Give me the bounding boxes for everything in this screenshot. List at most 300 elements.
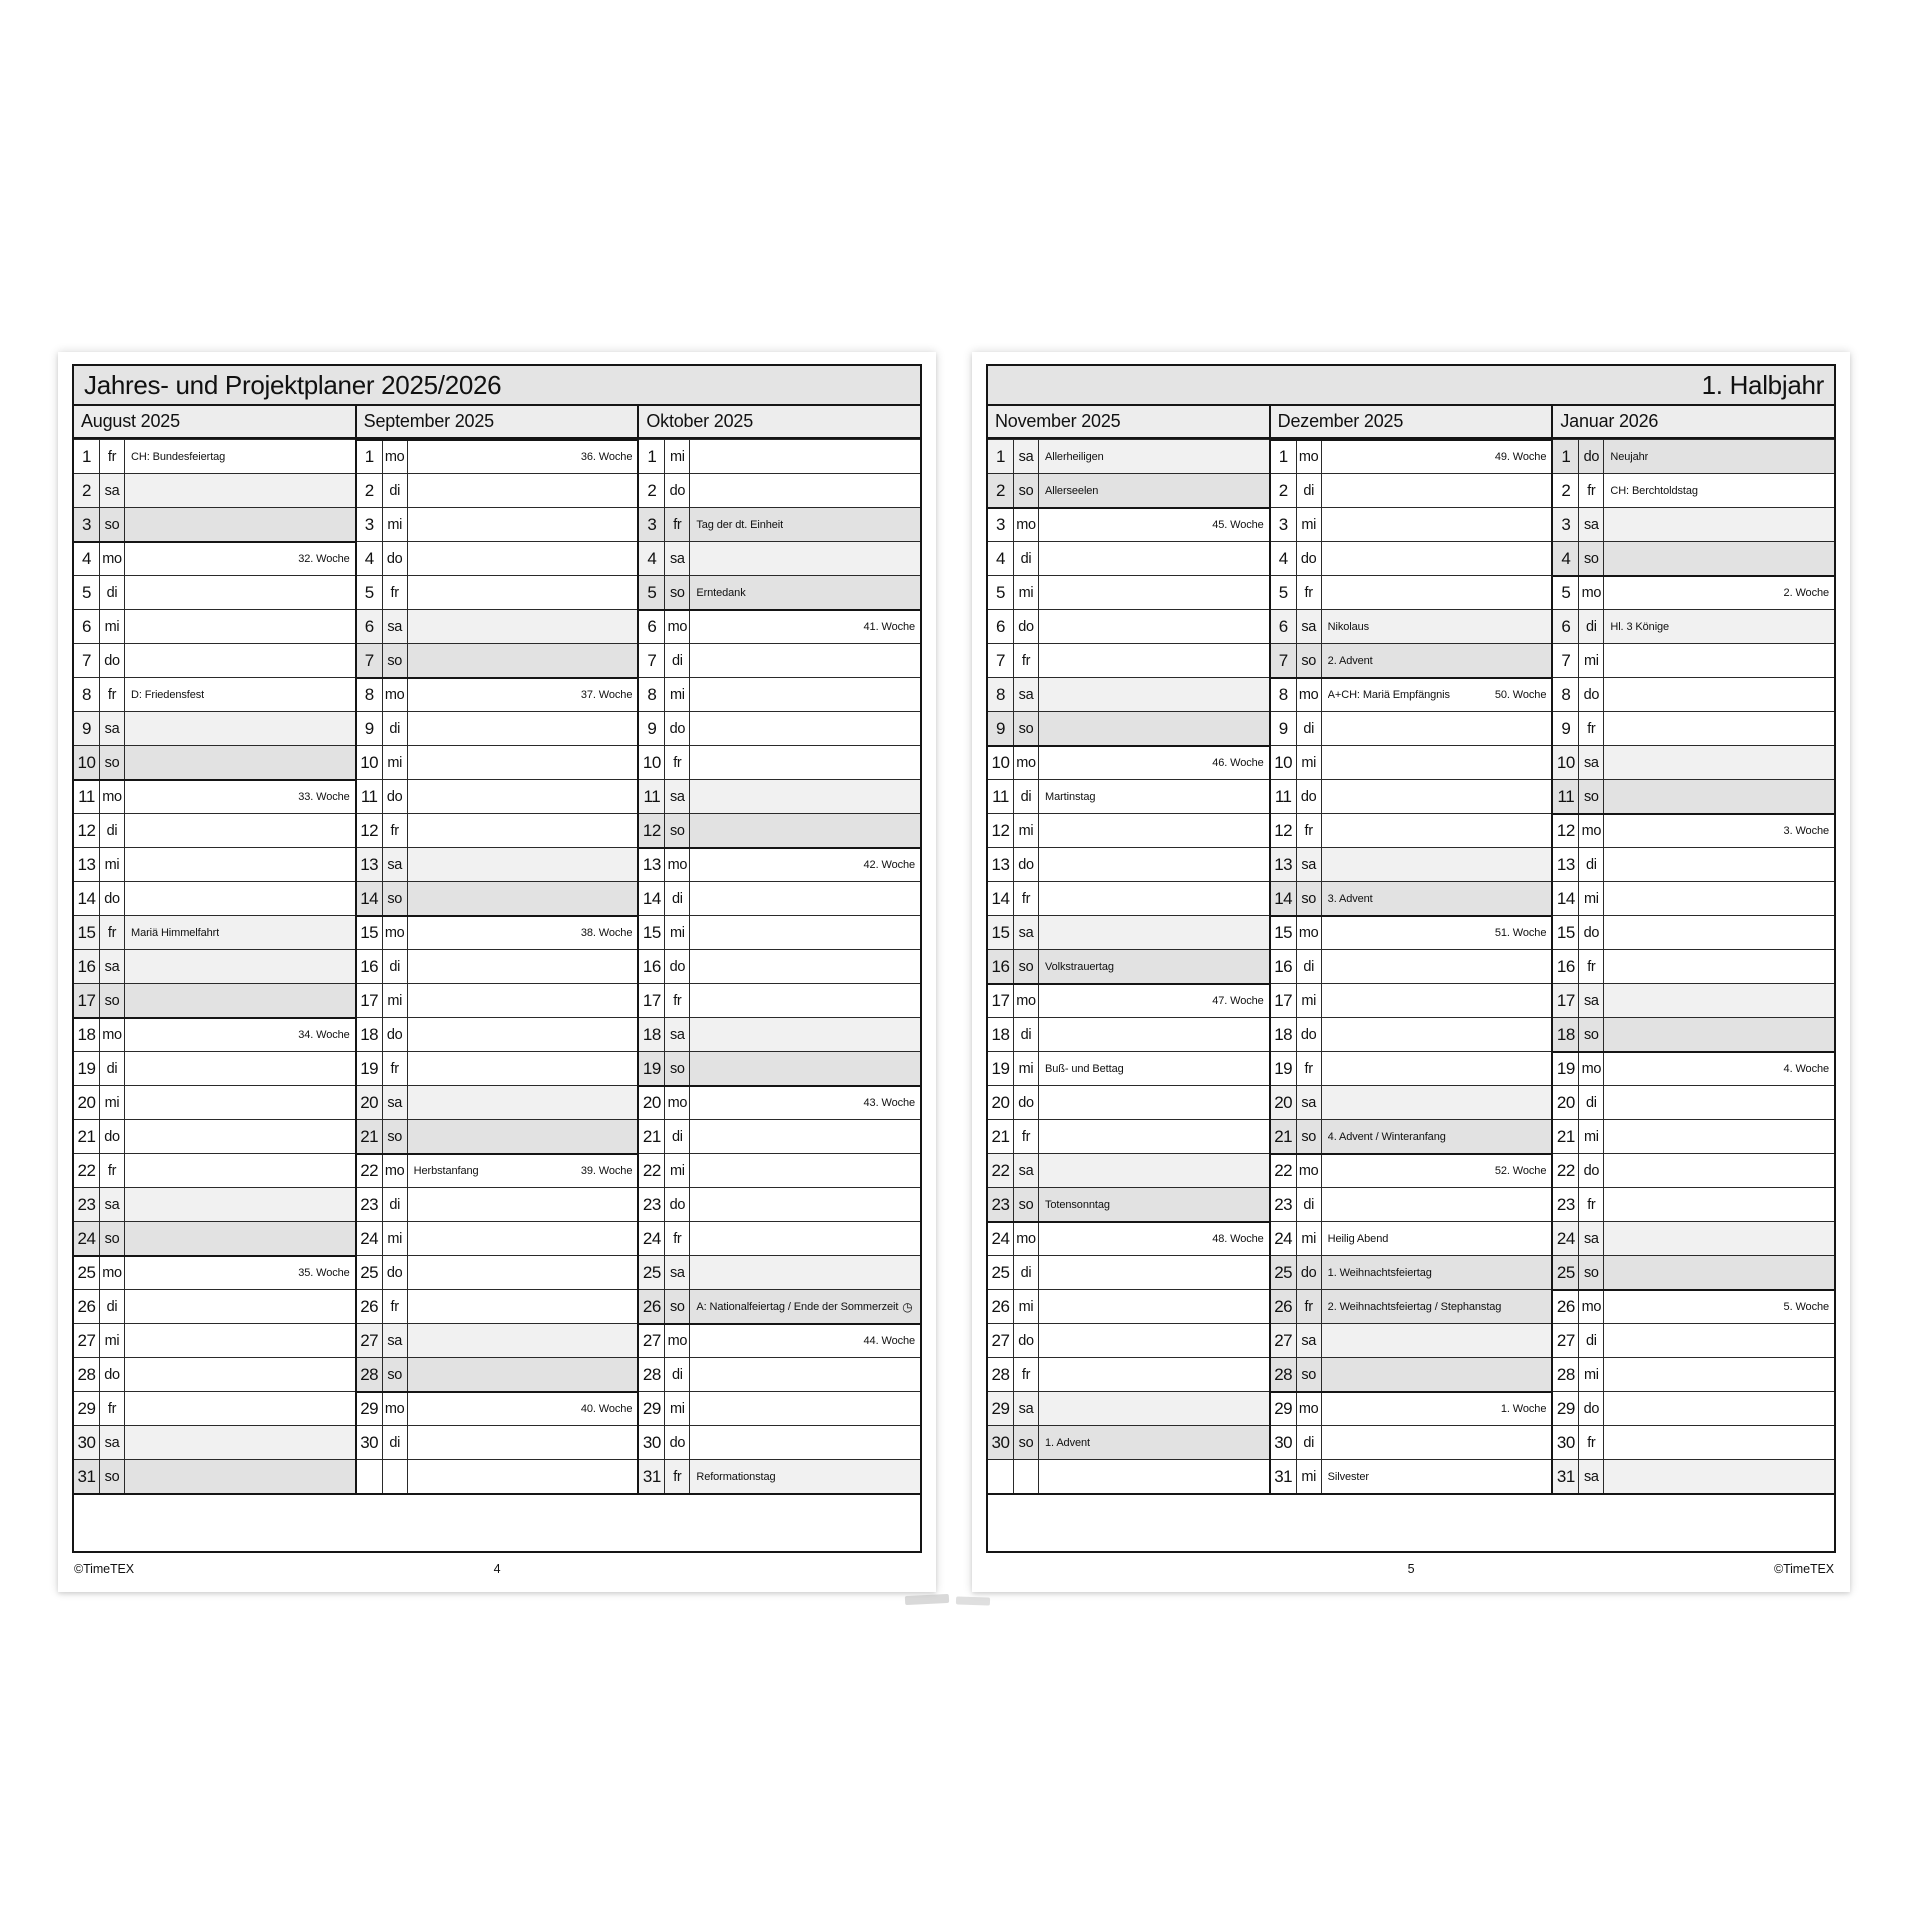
day-number: 24 <box>1553 1222 1579 1255</box>
week-number: 33. Woche <box>298 791 350 803</box>
day-abbr: sa <box>1579 1460 1604 1493</box>
day-note: Tag der dt. Einheit <box>696 518 784 531</box>
day-note-cell <box>1039 509 1269 541</box>
day-number: 26 <box>1553 1291 1579 1323</box>
day-number <box>357 1460 383 1493</box>
day-note-cell <box>125 848 355 881</box>
day-abbr: fr <box>383 814 408 847</box>
day-row <box>639 1391 920 1425</box>
day-row <box>988 745 1269 779</box>
day-abbr: di <box>383 950 408 983</box>
day-abbr: di <box>665 644 690 677</box>
day-note-cell <box>1039 780 1269 813</box>
day-abbr: so <box>1579 1018 1604 1051</box>
day-row <box>1271 1323 1552 1357</box>
day-row <box>74 1255 355 1289</box>
week-number: 37. Woche <box>580 689 633 701</box>
day-abbr: sa <box>1014 1154 1039 1187</box>
day-row <box>639 541 920 575</box>
day-number: 15 <box>74 916 100 949</box>
day-abbr: sa <box>1297 848 1322 881</box>
day-number: 4 <box>988 542 1014 575</box>
day-abbr: mo <box>1579 1053 1604 1085</box>
day-number: 5 <box>357 576 383 609</box>
day-number: 29 <box>74 1392 100 1425</box>
day-row <box>988 1323 1269 1357</box>
day-abbr: do <box>383 542 408 575</box>
day-row <box>357 983 638 1017</box>
day-row <box>1553 847 1834 881</box>
day-note-cell <box>1322 1222 1552 1255</box>
day-abbr: sa <box>665 542 690 575</box>
day-row <box>988 643 1269 677</box>
day-row <box>639 1459 920 1493</box>
day-number: 19 <box>357 1052 383 1085</box>
day-row <box>1553 1391 1834 1425</box>
day-abbr: fr <box>100 678 125 711</box>
day-number: 13 <box>988 848 1014 881</box>
day-abbr: di <box>100 814 125 847</box>
day-number: 14 <box>1271 882 1297 915</box>
week-number: 52. Woche <box>1494 1165 1547 1177</box>
day-abbr: di <box>1297 712 1322 745</box>
day-note-cell <box>1322 644 1552 677</box>
week-number: 43. Woche <box>863 1097 916 1109</box>
day-row <box>639 813 920 847</box>
day-row <box>639 1357 920 1391</box>
day-note-cell <box>408 610 638 643</box>
day-row <box>74 575 355 609</box>
day-number: 14 <box>357 882 383 915</box>
day-number: 30 <box>988 1426 1014 1459</box>
day-note: 1. Weihnachtsfeiertag <box>1327 1266 1432 1279</box>
day-row <box>74 881 355 915</box>
day-abbr: fr <box>383 576 408 609</box>
day-abbr: fr <box>1579 1426 1604 1459</box>
day-number: 14 <box>74 882 100 915</box>
day-row <box>639 575 920 609</box>
day-row <box>1271 1357 1552 1391</box>
day-row <box>639 1289 920 1323</box>
day-note-cell <box>408 679 638 711</box>
day-number: 6 <box>357 610 383 643</box>
day-note-cell <box>1039 814 1269 847</box>
day-number: 11 <box>357 780 383 813</box>
day-number: 12 <box>1271 814 1297 847</box>
day-row <box>357 949 638 983</box>
day-number: 5 <box>988 576 1014 609</box>
day-note: Buß- und Bettag <box>1045 1062 1124 1075</box>
day-row <box>1271 541 1552 575</box>
day-number: 28 <box>1271 1358 1297 1391</box>
day-number: 1 <box>357 441 383 473</box>
day-row <box>74 915 355 949</box>
day-note-cell <box>1604 1392 1834 1425</box>
page-title: Jahres- und Projektplaner 2025/2026 <box>84 369 502 400</box>
day-note-cell <box>1604 815 1834 847</box>
day-number: 7 <box>639 644 665 677</box>
day-row <box>74 1153 355 1187</box>
day-note-cell <box>1322 1393 1552 1425</box>
day-note-cell <box>125 1019 355 1051</box>
day-row <box>988 949 1269 983</box>
day-abbr: mi <box>1579 1120 1604 1153</box>
day-note: Erntedank <box>696 586 746 599</box>
day-note-cell <box>125 508 355 541</box>
day-row <box>1553 473 1834 507</box>
day-note-cell <box>125 576 355 609</box>
day-note-cell <box>1322 1358 1552 1391</box>
day-note: A: Nationalfeiertag / Ende der Sommerzeit ◷ <box>696 1300 913 1313</box>
day-abbr: fr <box>665 1460 690 1493</box>
day-note-cell <box>690 1154 920 1187</box>
day-number: 30 <box>74 1426 100 1459</box>
day-number: 3 <box>74 508 100 541</box>
day-number: 22 <box>74 1154 100 1187</box>
day-row <box>357 1119 638 1153</box>
day-note-cell <box>690 1222 920 1255</box>
day-note-cell <box>1604 950 1834 983</box>
day-row <box>988 1051 1269 1085</box>
day-note-cell <box>1322 474 1552 507</box>
day-number: 7 <box>357 644 383 677</box>
page-footer <box>72 1562 922 1580</box>
day-number: 22 <box>1553 1154 1579 1187</box>
day-number: 15 <box>357 917 383 949</box>
day-abbr: mo <box>665 611 690 643</box>
day-row <box>357 1051 638 1085</box>
day-abbr: sa <box>1297 610 1322 643</box>
day-abbr: fr <box>100 1392 125 1425</box>
months-row <box>988 406 1834 1493</box>
day-number: 15 <box>1553 916 1579 949</box>
day-row <box>639 507 920 541</box>
day-abbr: sa <box>1014 678 1039 711</box>
day-row <box>74 541 355 575</box>
day-row <box>1553 1357 1834 1391</box>
day-row <box>639 1187 920 1221</box>
day-note-cell <box>690 814 920 847</box>
day-row <box>357 1255 638 1289</box>
day-number: 25 <box>74 1257 100 1289</box>
month-header: Januar 2026 <box>1553 406 1834 439</box>
day-abbr: di <box>383 712 408 745</box>
week-number: 2. Woche <box>1783 587 1830 599</box>
day-note-cell <box>408 1018 638 1051</box>
day-row <box>1271 473 1552 507</box>
day-note-cell <box>1039 678 1269 711</box>
day-note-cell <box>1604 1426 1834 1459</box>
day-number: 16 <box>988 950 1014 983</box>
day-abbr: di <box>383 1426 408 1459</box>
day-row <box>1553 439 1834 473</box>
day-row <box>74 1051 355 1085</box>
day-note-cell <box>408 474 638 507</box>
week-number: 45. Woche <box>1212 519 1264 531</box>
day-abbr: sa <box>665 1256 690 1289</box>
day-row <box>1553 1323 1834 1357</box>
day-abbr: fr <box>665 746 690 779</box>
day-number: 7 <box>74 644 100 677</box>
day-abbr: di <box>665 882 690 915</box>
day-note-cell <box>1322 848 1552 881</box>
day-number: 19 <box>639 1052 665 1085</box>
day-number: 9 <box>988 712 1014 745</box>
day-number: 12 <box>639 814 665 847</box>
day-abbr: di <box>1579 610 1604 643</box>
day-abbr: mo <box>1014 509 1039 541</box>
day-row <box>639 779 920 813</box>
week-number: 49. Woche <box>1494 451 1547 463</box>
day-number: 21 <box>357 1120 383 1153</box>
day-number: 6 <box>639 611 665 643</box>
day-number: 24 <box>1271 1222 1297 1255</box>
day-number: 28 <box>639 1358 665 1391</box>
day-note-cell <box>1604 1222 1834 1255</box>
day-note: A+CH: Mariä Empfängnis <box>1327 689 1450 701</box>
day-number: 17 <box>1271 984 1297 1017</box>
day-number: 4 <box>1271 542 1297 575</box>
day-number: 1 <box>74 440 100 473</box>
day-row <box>988 1017 1269 1051</box>
day-abbr: mi <box>383 508 408 541</box>
day-number: 20 <box>639 1087 665 1119</box>
day-note-cell <box>690 474 920 507</box>
day-number: 29 <box>639 1392 665 1425</box>
page-number: 4 <box>493 1562 501 1576</box>
day-abbr: di <box>1014 780 1039 813</box>
day-row <box>988 1085 1269 1119</box>
day-row <box>1271 949 1552 983</box>
week-number: 47. Woche <box>1212 995 1264 1007</box>
day-number: 27 <box>639 1325 665 1357</box>
day-number: 27 <box>1553 1324 1579 1357</box>
day-note-cell <box>125 1222 355 1255</box>
day-abbr: mi <box>383 746 408 779</box>
day-row <box>988 813 1269 847</box>
day-note-cell <box>690 1018 920 1051</box>
day-row <box>1553 1051 1834 1085</box>
day-row <box>357 1017 638 1051</box>
day-note-cell <box>1604 644 1834 677</box>
day-row <box>639 677 920 711</box>
day-number: 14 <box>639 882 665 915</box>
day-abbr: mi <box>665 440 690 473</box>
day-note-cell <box>690 1256 920 1289</box>
day-row <box>74 677 355 711</box>
day-row <box>74 745 355 779</box>
day-number: 31 <box>1271 1460 1297 1493</box>
day-abbr: fr <box>1579 474 1604 507</box>
day-number: 26 <box>639 1290 665 1323</box>
clock-icon: ◷ <box>902 1300 913 1313</box>
day-note-cell <box>1039 1120 1269 1153</box>
day-abbr: fr <box>1579 1188 1604 1221</box>
day-abbr: mo <box>665 849 690 881</box>
day-row <box>1553 1425 1834 1459</box>
day-abbr: mo <box>100 1257 125 1289</box>
day-row <box>988 575 1269 609</box>
day-note-cell <box>1604 1053 1834 1085</box>
day-abbr: do <box>665 474 690 507</box>
day-abbr: fr <box>100 440 125 473</box>
day-abbr: fr <box>1014 882 1039 915</box>
day-number: 25 <box>1553 1256 1579 1289</box>
day-row <box>639 643 920 677</box>
day-abbr: mo <box>100 1019 125 1051</box>
day-abbr: so <box>665 1290 690 1323</box>
day-row <box>639 1323 920 1357</box>
day-row <box>357 1323 638 1357</box>
day-note-cell <box>1039 542 1269 575</box>
day-note-cell <box>690 644 920 677</box>
day-number: 15 <box>1271 917 1297 949</box>
day-note-cell <box>690 1392 920 1425</box>
day-number: 20 <box>1553 1086 1579 1119</box>
day-row <box>1553 881 1834 915</box>
day-abbr: di <box>1014 1018 1039 1051</box>
day-note: 2. Weihnachtsfeiertag / Stephanstag <box>1327 1300 1502 1313</box>
day-row <box>357 847 638 881</box>
day-number: 11 <box>1553 780 1579 813</box>
day-number: 23 <box>1553 1188 1579 1221</box>
day-number: 2 <box>74 474 100 507</box>
day-row <box>988 711 1269 745</box>
day-note-cell <box>1039 1018 1269 1051</box>
day-abbr: mo <box>1297 1393 1322 1425</box>
day-number: 2 <box>639 474 665 507</box>
day-note: Hl. 3 Könige <box>1610 620 1670 633</box>
day-number: 13 <box>74 848 100 881</box>
day-abbr: do <box>383 1018 408 1051</box>
day-note: Martinstag <box>1045 790 1096 803</box>
day-note-cell <box>408 882 638 915</box>
day-abbr: so <box>1297 882 1322 915</box>
day-number: 21 <box>639 1120 665 1153</box>
day-abbr: sa <box>1014 916 1039 949</box>
day-number: 27 <box>357 1324 383 1357</box>
day-note-cell <box>125 1188 355 1221</box>
day-row <box>639 1221 920 1255</box>
day-row <box>988 1187 1269 1221</box>
day-row <box>988 779 1269 813</box>
day-note: 3. Advent <box>1327 892 1373 905</box>
day-row <box>639 983 920 1017</box>
day-number: 24 <box>639 1222 665 1255</box>
day-number: 1 <box>639 440 665 473</box>
day-note-cell <box>408 1155 638 1187</box>
day-number: 10 <box>988 747 1014 779</box>
day-number: 29 <box>357 1393 383 1425</box>
day-note-cell <box>125 678 355 711</box>
day-abbr <box>1014 1460 1039 1493</box>
brand-label: ©TimeTEX <box>1773 1562 1834 1576</box>
day-note-cell <box>1322 441 1552 473</box>
day-note-cell <box>1322 1426 1552 1459</box>
day-number: 19 <box>988 1052 1014 1085</box>
day-number: 12 <box>988 814 1014 847</box>
day-note-cell <box>690 746 920 779</box>
day-number: 21 <box>988 1120 1014 1153</box>
day-abbr: mi <box>1297 1222 1322 1255</box>
day-abbr: mi <box>1579 1358 1604 1391</box>
day-number: 22 <box>357 1155 383 1187</box>
day-row <box>357 643 638 677</box>
day-number: 5 <box>639 576 665 609</box>
day-number: 2 <box>357 474 383 507</box>
day-abbr: sa <box>383 1324 408 1357</box>
day-row <box>988 1119 1269 1153</box>
week-number: 5. Woche <box>1783 1301 1830 1313</box>
day-note-cell <box>1604 1291 1834 1323</box>
day-note-cell <box>125 1052 355 1085</box>
day-row <box>988 915 1269 949</box>
page-title: 1. Halbjahr <box>1701 369 1824 400</box>
day-number: 10 <box>639 746 665 779</box>
day-note-cell <box>125 440 355 473</box>
day-note-cell <box>1039 747 1269 779</box>
day-row <box>988 1425 1269 1459</box>
day-abbr: sa <box>100 474 125 507</box>
day-row <box>1271 983 1552 1017</box>
day-note-cell <box>408 848 638 881</box>
day-note-cell <box>408 1256 638 1289</box>
day-number: 26 <box>988 1290 1014 1323</box>
day-abbr: mo <box>383 441 408 473</box>
day-note-cell <box>690 849 920 881</box>
day-row <box>74 1391 355 1425</box>
day-note-cell <box>1604 916 1834 949</box>
week-number: 1. Woche <box>1500 1403 1547 1415</box>
day-note-cell <box>125 1086 355 1119</box>
day-note-cell <box>1322 1052 1552 1085</box>
day-row <box>357 1153 638 1187</box>
day-abbr: do <box>665 950 690 983</box>
day-row <box>1271 915 1552 949</box>
day-number: 21 <box>1553 1120 1579 1153</box>
day-abbr: mi <box>665 916 690 949</box>
day-row <box>1553 915 1834 949</box>
day-note: Neujahr <box>1610 450 1649 463</box>
day-number: 1 <box>1271 441 1297 473</box>
day-row <box>639 1051 920 1085</box>
day-row <box>988 1391 1269 1425</box>
day-abbr: mo <box>100 781 125 813</box>
day-note-cell <box>125 1324 355 1357</box>
week-number: 3. Woche <box>1783 825 1830 837</box>
day-row <box>988 983 1269 1017</box>
day-number: 19 <box>1553 1053 1579 1085</box>
day-note-cell <box>1039 1154 1269 1187</box>
day-number <box>988 1460 1014 1493</box>
day-number: 5 <box>1271 576 1297 609</box>
day-note-cell <box>1322 1256 1552 1289</box>
day-row <box>74 779 355 813</box>
day-row <box>988 1255 1269 1289</box>
day-number: 17 <box>988 985 1014 1017</box>
day-note-cell <box>690 1087 920 1119</box>
day-row <box>1553 1255 1834 1289</box>
day-note-cell <box>1322 712 1552 745</box>
day-note-cell <box>408 1358 638 1391</box>
day-note-cell <box>1604 746 1834 779</box>
day-note-cell <box>690 440 920 473</box>
day-row <box>357 1391 638 1425</box>
day-row <box>1271 1119 1552 1153</box>
day-number: 4 <box>74 543 100 575</box>
day-note-cell <box>1604 1256 1834 1289</box>
day-row <box>1553 1187 1834 1221</box>
